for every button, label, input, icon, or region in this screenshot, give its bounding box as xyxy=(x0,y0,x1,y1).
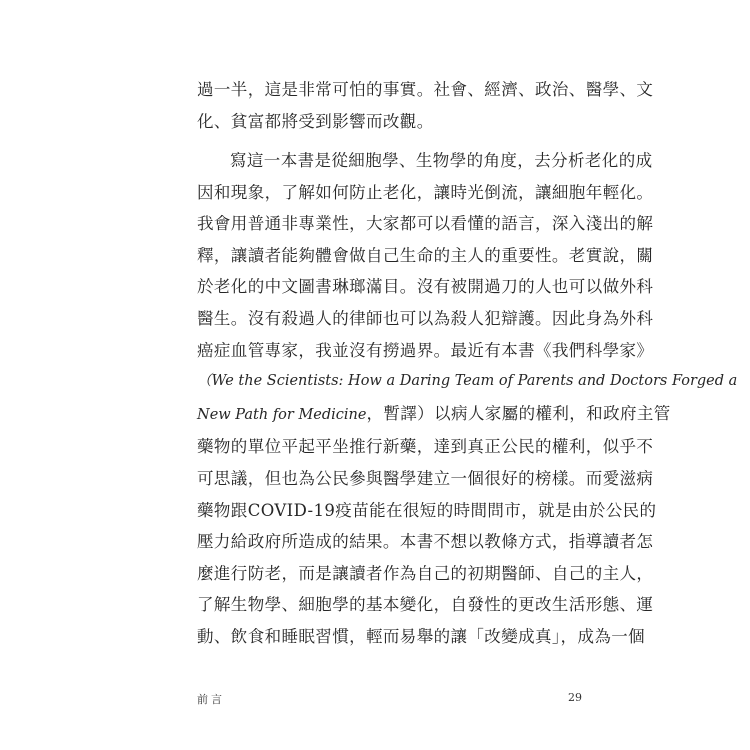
text-line: 麼進行防老，而是讓讀者作為自己的初期醫師、自己的主人， xyxy=(197,563,654,583)
text-line: 壓力給政府所造成的結果。本書不想以教條方式，指導讀者怎 xyxy=(197,532,654,552)
text-line: 寫這一本書是從細胞學、生物學的角度，去分析老化的成 xyxy=(230,151,653,170)
text-line: 我會用普通非專業性，大家都可以看懂的語言，深入淺出的解 xyxy=(197,214,654,234)
text-line: 癌症血管專家，我並沒有撈過界。最近有本書《我們科學家》 xyxy=(197,340,654,360)
text-line: 釋，讓讀者能夠體會做自己生命的主人的重要性。老實說，關 xyxy=(197,245,654,265)
english-title-continued: New Path for Medicine xyxy=(197,406,367,423)
text-line-mixed xyxy=(197,398,671,432)
text-line: 化、貧富都將受到影響而改觀。 xyxy=(197,111,434,131)
text-line: 藥物跟COVID-19疫苗能在很短的時間問市，就是由於公民的 xyxy=(197,500,657,520)
text-line: 醫生。沒有殺過人的律師也可以為殺人犯辯護。因此身為外科 xyxy=(197,308,654,328)
paragraph-2 xyxy=(197,145,738,653)
footer-section-title: 前言 xyxy=(197,693,225,706)
paragraph-1 xyxy=(197,74,654,137)
text-line: 過一半，這是非常可怕的事實。社會、經濟、政治、醫學、文 xyxy=(197,80,654,99)
english-title-line: （We the Scientists: How a Daring Team of Parents and Doctors Forged a xyxy=(197,373,738,390)
text-line: 了解生物學、細胞學的基本變化，自發性的更改生活形態、運 xyxy=(197,595,654,615)
text-line: 可思議，但也為公民參與醫學建立一個很好的榜樣。而愛滋病 xyxy=(197,468,654,488)
text-line-rest: ，暫譯）以病人家屬的權利，和政府主管 xyxy=(366,403,671,423)
text-line: 動、飲食和睡眠習慣，輕而易舉的讓「改變成真」，成為一個 xyxy=(197,626,646,646)
page-number: 29 xyxy=(568,691,582,704)
text-line: 藥物的單位平起平坐推行新藥，達到真正公民的權利，似乎不 xyxy=(197,437,654,457)
text-line: 於老化的中文圖書琳瑯滿目。沒有被開過刀的人也可以做外科 xyxy=(197,277,654,297)
text-line: 因和現象，了解如何防止老化，讓時光倒流，讓細胞年輕化。 xyxy=(197,182,654,202)
